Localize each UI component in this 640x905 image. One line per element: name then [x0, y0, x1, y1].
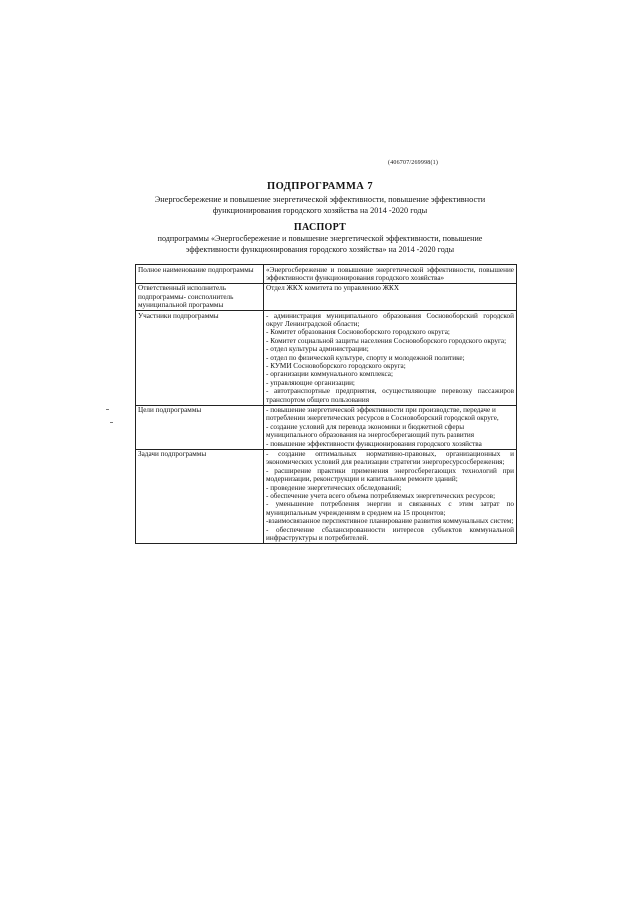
value-line: - автотранспортные предприятия, осуществляющие перевозку пассажиров транспортом общего пользования [266, 387, 514, 404]
row-value-participants [264, 311, 517, 405]
row-value-goals [264, 405, 517, 449]
subprogram-description: Энергосбережение и повышение энергетической эффективности, повышение эффективности функционирования городского хозяйства на 2014 -2020 годы [154, 195, 486, 215]
value-line: -взаимосвязанное перспективное планирование развития коммунальных систем; [266, 517, 514, 526]
table-row [136, 449, 517, 543]
value-line: «Энергосбережение и повышение энергетической эффективности, повышение эффективности функционирования городского хозяйства» [266, 265, 514, 282]
value-line: - Комитет образования Сосновоборского городского округа; [266, 328, 450, 337]
scan-speck [110, 422, 113, 423]
value-line: - администрация муниципального образования Сосновоборский городской округ Ленинградской области; [266, 311, 514, 328]
value-line: - отдел культуры администрации; [266, 345, 369, 354]
row-label-tasks: Задачи подпрограммы [136, 449, 264, 543]
passport-title: ПАСПОРТ [293, 222, 347, 233]
subprogram-title: ПОДПРОГРАММА 7 [267, 181, 373, 192]
table-row [136, 311, 517, 405]
value-line: - организации коммунального комплекса; [266, 370, 393, 379]
row-value-responsible-executor [264, 283, 517, 310]
passport-table [135, 264, 517, 544]
value-line: - повышение энергетической эффективности при производстве, передаче и потреблении энергетических ресурсов в Сосновоборский городской округе, [266, 406, 499, 423]
passport-description: подпрограммы «Энергосбережение и повышение энергетической эффективности, повышение эффективности функционирования городского хозяйства» на 2014 -2020 годы [157, 234, 483, 254]
value-line: - отдел по физической культуре, спорту и молодежной политике; [266, 353, 465, 362]
value-line: - обеспечение сбалансированности интересов субъектов коммунальной инфраструктуры и потребителей. [266, 525, 514, 543]
table-row [136, 265, 517, 284]
document-code: (406707/269998(1) [388, 160, 439, 166]
table-row [136, 405, 517, 449]
value-line: - обеспечение учета всего объема потребляемых энергетических ресурсов; [266, 492, 496, 501]
value-line: - создание условий для перевода экономики и бюджетной сферы муниципального образования на энергосберегающий путь развития [266, 422, 475, 440]
value-line: - создание оптимальных нормативно-правовых, организационных и экономических условий для реализации стратегии энергоресурсосбережения; [266, 450, 514, 467]
row-value-full-name [264, 265, 517, 284]
value-line: Отдел ЖКХ комитета по управлению ЖКХ [266, 284, 400, 293]
value-line: - повышение эффективности функционирования городского хозяйства [266, 439, 482, 448]
value-line: - расширение практики применения энергосберегающих технологий при модернизации, реконструкции и капитальном ремонте зданий; [266, 466, 514, 484]
value-line: - управляющие организации; [266, 378, 355, 387]
value-line: - КУМИ Сосновоборского городского округа; [266, 361, 406, 370]
row-value-tasks [264, 449, 517, 543]
value-line: - Комитет социальной защиты населения Сосновоборского городского округа; [266, 336, 507, 345]
row-label-full-name: Полное наименование подпрограммы [136, 265, 264, 284]
scan-speck [106, 409, 109, 410]
row-label-goals: Цели подпрограммы [136, 405, 264, 449]
table-row [136, 283, 517, 310]
row-label-responsible-executor: Ответственный исполнитель подпрограммы- соисполнитель муниципальной программы [136, 283, 264, 310]
row-label-participants: Участники подпрограммы [136, 311, 264, 405]
value-line: - проведение энергетических обследований; [266, 483, 402, 492]
value-line: - уменьшение потребления энергии и связанных с этим затрат по муниципальным учреждениям в среднем на 15 процентов; [266, 500, 514, 517]
